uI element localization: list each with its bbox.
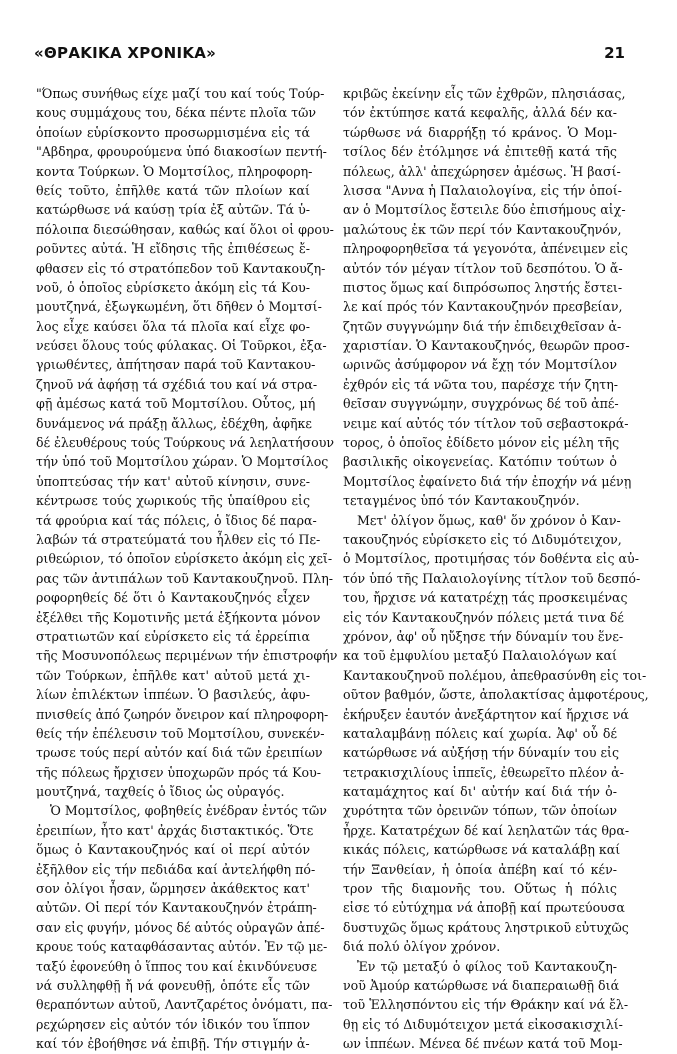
text-line: σαν εἰς φυγήν, μόνος δέ αὐτός οὐραγῶν ἀπέ- [36, 919, 325, 935]
text-line: πνισθείς ἀπό ζωηρόν ὄνειρον καί πληροφορη- [36, 706, 329, 722]
text-line: μαλώτους ἐκ τῶν περί τόν Καντακουζηνόν, [343, 221, 622, 237]
text-line: δυνάμενος νά πράξῃ ἄλλως, ἐδέχθη, ἀφῆκε [36, 415, 312, 431]
text-line: εἰσε τό εὐτύχημα νά ἀποβῇ καί πρωτεύουσα [343, 900, 625, 916]
left-text-column [36, 84, 338, 1054]
text-line: τήν ὑπό τοῦ Μομτσίλου χώραν. Ὁ Μομτσίλος [36, 454, 329, 470]
text-line: ρας τῶν ἀντιπάλων τοῦ Καντακουζηνοῦ. Πλη- [36, 570, 334, 586]
text-line: τετρακισχιλίους ἱππεῖς, ἐθεωρεῖτο πλέον ἀ- [343, 764, 624, 780]
text-line: λισσα "Αννα ἡ Παλαιολογίνα, εἰς τήν ὁποί- [343, 182, 622, 198]
page-number: 21 [604, 44, 625, 62]
text-line: τά φρούρια καί τάς πόλεις, ὁ ἴδιος δέ παρα- [36, 512, 317, 528]
text-line: πόλοιπα διεσώθησαν, καθώς καί ὅλοι οἱ φρου- [36, 221, 334, 237]
text-line: Ἐν τῷ μεταξύ ὁ φίλος τοῦ Καντακουζη- [357, 958, 617, 974]
text-line: κέντρωσε τούς χωρικούς τῆς ὑπαίθρου εἰς [36, 493, 310, 509]
text-line: ἦρχε. Κατατρέχων δέ καί λεηλατῶν τάς θρα- [343, 822, 630, 838]
text-line: θείς τήν ἐπέλευσιν τοῦ Μομτσίλου, συνεκέν- [36, 725, 325, 741]
text-line: τρον τῆς διαμονῆς του. Οὕτως ἡ πόλις [343, 881, 617, 897]
text-line: θείς τοῦτο, ἐπῆλθε κατά τῶν πλοίων καί [36, 182, 310, 198]
text-line: χυρότητα τῶν ὀρεινῶν τόπων, τῶν ὁποίων [343, 803, 617, 819]
page-header [34, 44, 625, 66]
text-line: εἰς τόν Καντακουζηνόν πόλεις μετά τινα δέ [343, 609, 624, 625]
text-line: ωρινῶς ἀσύμφορον νά ἔχῃ τόν Μομτσίλον [343, 357, 617, 373]
text-line: λε καί πρός τόν Καντακουζηνόν πρεσβείαν, [343, 299, 623, 315]
text-line: ἐχθρόν εἰς τά νῶτα του, παρέσχε τήν ζητη- [343, 376, 618, 392]
text-line: ροῦντες αὐτά. Ἡ εἴδησις τῆς ἐπιθέσεως ἔ- [36, 241, 310, 257]
text-line: θῃ εἰς τό Διδυμότειχον μετά εἰκοσακισχιλί- [343, 1016, 623, 1032]
text-line: Ὁ Μομτσίλος, φοβηθείς ἐνέδραν ἐντός τῶν [50, 803, 327, 819]
text-line: πόλεως, ἀλλ' ἀπεχώρησεν ἀμέσως. Ἡ βασί- [343, 163, 621, 179]
text-line: τῶν Τούρκων, ἐπῆλθε κατ' αὐτοῦ μετά χι- [36, 667, 310, 683]
text-line: στρατιωτῶν καί εὑρίσκετο εἰς τά ἐρρείπια [36, 628, 310, 644]
text-line: Μετ' ὀλίγον ὅμως, καθ' ὅν χρόνον ὁ Καν- [357, 512, 621, 528]
text-line: καταλαμβάνῃ πόλεις καί χωρία. Ἀφ' οὗ δέ [343, 725, 617, 741]
text-line: κους συμμάχους του, δέκα πέντε πλοῖα τῶν [36, 105, 317, 121]
text-line: λαβών τά στρατεύματά του ἦλθεν εἰς τό Πε- [36, 531, 321, 547]
text-line: ων ἱππέων. Μένεα δέ πνέων κατά τοῦ Μομ- [343, 1036, 623, 1052]
text-line: αν ὁ Μομτσίλος ἔστειλε δύο ἐπισήμους αἰχ- [343, 202, 626, 218]
text-line: ζηνοῦ νά ἀφήσῃ τά σχέδιά του καί νά στρα- [36, 376, 318, 392]
text-line: τσίλος δέν ἐτόλμησε νά ἐπιτεθῇ κατά τῆς [343, 144, 617, 160]
text-line: τώρθωσε νά διαρρήξῃ τό κράνος. Ὁ Μομ- [343, 124, 617, 140]
running-title: «ΘΡΑΚΙΚΑ ΧΡΟΝΙΚΑ» [34, 44, 217, 62]
text-line: νειμε καί αὐτός τόν τίτλον τοῦ σεβαστοκρά- [343, 415, 629, 431]
text-line: τορος, ὁ ὁποῖος ἐδίδετο μόνον εἰς μέλη τῆς [343, 435, 620, 451]
text-line: τρωσε τούς περί αὐτόν καί διά τῶν ἐρειπίων [36, 745, 323, 761]
text-line: κοντα Τούρκων. Ὁ Μομτσίλος, πληροφορη- [36, 163, 313, 179]
text-line: ἐξέλθει τῆς Κομοτινῆς μετά ἑξήκοντα μόνον [36, 609, 321, 625]
text-line: κατώρθωσε νά καύσῃ τρία ἐξ αὐτῶν. Τά ὑ- [36, 202, 310, 218]
text-line: τήν Ξανθείαν, ἡ ὁποία ἀπέβη καί τό κέν- [343, 861, 617, 877]
text-line: ταξύ ἐφονεύθη ὁ ἵππος του καί ἐκινδύνευσε [36, 958, 317, 974]
right-text-column [343, 84, 649, 1054]
text-line: σον ὀλίγοι ἦσαν, ὥρμησεν ἀκάθεκτος κατ' [36, 881, 310, 897]
text-line: μουτζηνά, ἐξωγκωμένη, ὅτι δῆθεν ὁ Μομτσί- [36, 299, 322, 315]
text-line: αὐτόν τόν μέγαν τίτλον τοῦ δεσπότου. Ὁ ἄ- [343, 260, 623, 276]
text-line: ἐξῆλθον εἰς τήν πεδιάδα καί ἀντελήφθη πό- [36, 861, 316, 877]
text-line: νοῦ, ὁ ὁποῖος εὑρίσκετο ἀκόμη εἰς τά Κου- [36, 279, 310, 295]
text-line: αὐτῶν. Οἱ περί τόν Καντακουζηνόν ἐτράπη- [36, 900, 317, 916]
text-line: ἐρειπίων, ἦτο κατ' ἀρχάς διστακτικός. Ὅτε [36, 822, 314, 838]
text-line: τεταγμένος ὑπό τόν Καντακουζηνόν. [343, 493, 580, 509]
text-line: θεραπόντων αὐτοῦ, Λαντζαρέτος ὀνόματι, πα- [36, 997, 333, 1013]
text-line: ζητῶν συγγνώμην διά τήν ἐπιδειχθεῖσαν ἀ- [343, 318, 622, 334]
text-line: κριβῶς ἐκείνην εἷς τῶν ἐχθρῶν, πλησιάσας, [343, 86, 626, 101]
text-line: κικάς πόλεις, κατώρθωσε νά καταλάβῃ καί [343, 842, 621, 858]
text-line: "Αβδηρα, φρουρούμενα ὑπό διακοσίων πεντή- [36, 144, 327, 160]
text-line: φθασεν εἰς τό στρατόπεδον τοῦ Καντακουζη- [36, 260, 326, 276]
text-line: λίων ἐπιλέκτων ἱππέων. Ὁ βασιλεύς, ἀφυ- [36, 687, 310, 703]
text-line: ὅμως ὁ Καντακουζηνός καί οἱ περί αὐτόν [36, 842, 310, 858]
text-line: ριθεώριον, τό ὁποῖον εὑρίσκετο ἀκόμη εἰς χεῖ- [36, 551, 333, 567]
text-line: θεῖσαν συγγνώμην, συγχρόνως δέ τοῦ ἀπέ- [343, 396, 619, 412]
text-line: νοῦ Ἀμούρ κατώρθωσε νά διαπεραιωθῇ διά [343, 977, 620, 993]
text-line: νά συλληφθῇ ἤ νά φονευθῇ, ὁπότε εἷς τῶν [36, 977, 310, 993]
text-line: ρεχώρησεν εἰς αὐτόν τόν ἰδικόν του ἵππον [36, 1016, 310, 1032]
text-line: κρουε τούς καταφθάσαντας αὐτόν. Ἐν τῷ με- [36, 939, 328, 955]
text-line: πληροφορηθεῖσα τά γεγονότα, ἀπένειμεν εἰς [343, 241, 628, 257]
text-line: φῇ ἀμέσως κατά τοῦ Μομτσίλου. Οὗτος, μή [36, 396, 316, 412]
text-line: τοῦ Ἑλλησπόντου εἰς τήν Θράκην καί νά ἔλ- [343, 997, 629, 1013]
text-line: τῆς πόλεως ἤρχισεν ὑποχωρῶν πρός τά Κου- [36, 764, 322, 780]
text-line: δέ ἐλευθέρους τούς Τούρκους νά λεηλατήσουν [36, 435, 335, 451]
text-line: ὁποίων εὑρίσκοντο προσωρμισμένα εἰς τά [36, 124, 310, 140]
text-line: πιστος ὅμως καί διπρόσωπος ληστής ἔστει- [343, 279, 623, 295]
text-line: χαριστίαν. Ὁ Καντακουζηνός, θεωρῶν προσ- [343, 338, 630, 354]
text-line: χρόνον, ἀφ' οὗ ηὔξησε τήν δύναμίν του ἕνε- [343, 628, 624, 644]
text-line: ὁ Μομτσίλος, προτιμήσας τόν δοθέντα εἰς αὐ- [343, 551, 639, 567]
text-line: διά πολύ ὀλίγον χρόνον. [343, 939, 501, 955]
text-line: νεύσει ὅλους τούς φύλακας. Οἱ Τοῦρκοι, ἐξα- [36, 338, 327, 354]
text-line: οῦτον βαθμόν, ὥστε, ἀπολακτίσας ἀμφοτέρους, [343, 687, 649, 703]
text-line: κα τοῦ ἐμφυλίου μεταξύ Παλαιολόγων καί [343, 648, 617, 664]
text-line: καί τόν ἐβοήθησε νά ἐπιβῇ. Τήν στιγμήν ἀ- [36, 1036, 310, 1052]
text-line: λος εἶχε καύσει ὅλα τά πλοῖα καί εἶχε φο- [36, 318, 310, 334]
text-line: τῆς Μοσυνοπόλεως περιμένων τήν ἐπιστροφήν [36, 648, 338, 664]
text-line: γριωθέντες, ἀπήτησαν παρά τοῦ Καντακου- [36, 357, 316, 373]
text-line: δυστυχῶς ὅμως κράτους ληστρικοῦ εὐτυχῶς [343, 919, 629, 935]
text-line: τακουζηνός εὑρίσκετο εἰς τό Διδυμότειχον, [343, 531, 622, 547]
text-line: ὑποπτεύσας τήν κατ' αὐτοῦ κίνησιν, συνε- [36, 473, 310, 489]
text-line: ροφορηθείς δέ ὅτι ὁ Καντακουζηνός εἶχεν [36, 590, 310, 606]
text-line: μουτζηνά, ταχθείς ὁ ἴδιος ὡς οὐραγός. [36, 784, 285, 800]
text-line: ἐκήρυξεν ἑαυτόν ἀνεξάρτητον καί ἤρχισε νά [343, 706, 629, 722]
text-line: καταμάχητος καί δι' αὐτήν καί διά τήν ὀ- [343, 784, 617, 800]
text-line: "Όπως συνήθως είχε μαζί του καί τούς Τούρ- [36, 86, 325, 101]
text-line: του, ἤρχισε νά κατατρέχῃ τάς προσκειμένας [343, 590, 628, 606]
text-line: τόν ὑπό τῆς Παλαιολογίνης τίτλον τοῦ δεσπό- [343, 570, 641, 586]
text-line: βασιλικῆς οἰκογενείας. Κατόπιν τούτων ὁ [343, 454, 617, 470]
text-line: Καντακουζηνοῦ πολέμου, ἀπεθρασύνθη εἰς τοι- [343, 667, 647, 683]
text-line: τόν ἐκτύπησε κατά κεφαλῆς, ἀλλά δέν κα- [343, 105, 617, 121]
text-line: κατώρθωσε νά αὐξήσῃ τήν δύναμίν του εἰς [343, 745, 620, 761]
text-line: Μομτσίλος ἐφαίνετο διά τήν ἐποχήν νά μένῃ [343, 473, 632, 489]
